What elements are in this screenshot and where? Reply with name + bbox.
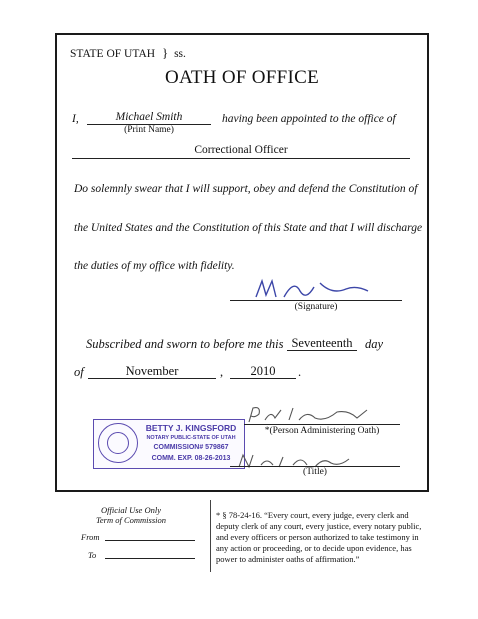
day-value: Seventeenth [291,336,353,350]
oath-line-3: the duties of my office with fidelity. [74,260,235,272]
seal-commission: COMMISSION# 579867 [153,444,229,451]
statute-line-2: deputy clerk of any court, every justice, every notary public, [216,521,422,531]
statute-line-1: * § 78-24-16. “Every court, every judge, every clerk and [216,510,409,520]
month-line [88,378,216,379]
footer-divider [210,500,211,572]
seal-notary-name: BETTY J. KINGSFORD [145,423,237,433]
statute-line-3: and every officers or person authorized to take testimony in [216,532,419,542]
term-heading: Term of Commission [95,515,167,525]
notary-seal-stamp [93,419,245,469]
venue-brace: } [161,45,169,60]
officer-signature [250,275,375,303]
administrator-line [244,424,400,425]
date-comma: , [220,365,224,379]
day-line [287,350,357,351]
from-line [105,540,195,541]
year-value: 2010 [250,364,276,378]
statute-line-5: power to administer oaths of affirmation.” [216,554,360,564]
signature-line [230,300,402,301]
venue-ss: ss. [174,48,186,60]
of-label: of [74,365,84,379]
year-line [230,378,296,379]
from-label: From [81,532,100,542]
office-line [72,158,410,159]
official-use-heading: Official Use Only [101,505,161,515]
intro-prefix: I, [72,113,79,125]
to-line [105,558,195,559]
oath-line-2: the United States and the Constitution of this State and that I will discharge [74,222,423,234]
to-label: To [88,550,97,560]
officer-name-value: Michael Smith [115,111,183,123]
statute-line-4: any action or proceeding, or to decide upon evidence, has [216,543,412,553]
month-value: November [125,364,179,378]
state-seal-icon [98,423,138,463]
oath-line-1: Do solemnly swear that I will support, obey and defend the Constitution of [74,183,418,195]
signature-caption: (Signature) [294,302,338,312]
day-word: day [365,337,384,351]
print-name-caption: (Print Name) [124,125,174,135]
seal-line1: NOTARY PUBLIC-STATE OF UTAH [146,435,236,441]
intro-suffix: having been appointed to the office of [222,113,396,125]
document-title: OATH OF OFFICE [164,67,320,88]
administrator-caption: *(Person Administering Oath) [264,426,380,436]
venue-heading [70,45,186,61]
title-caption: (Title) [303,467,327,477]
office-value: Correctional Officer [194,144,288,156]
sworn-prefix: Subscribed and sworn to before me this [86,337,284,351]
seal-expiry: COMM. EXP. 08-26-2013 [151,455,231,462]
state-label: STATE OF UTAH [70,48,156,60]
date-period: . [298,365,302,379]
